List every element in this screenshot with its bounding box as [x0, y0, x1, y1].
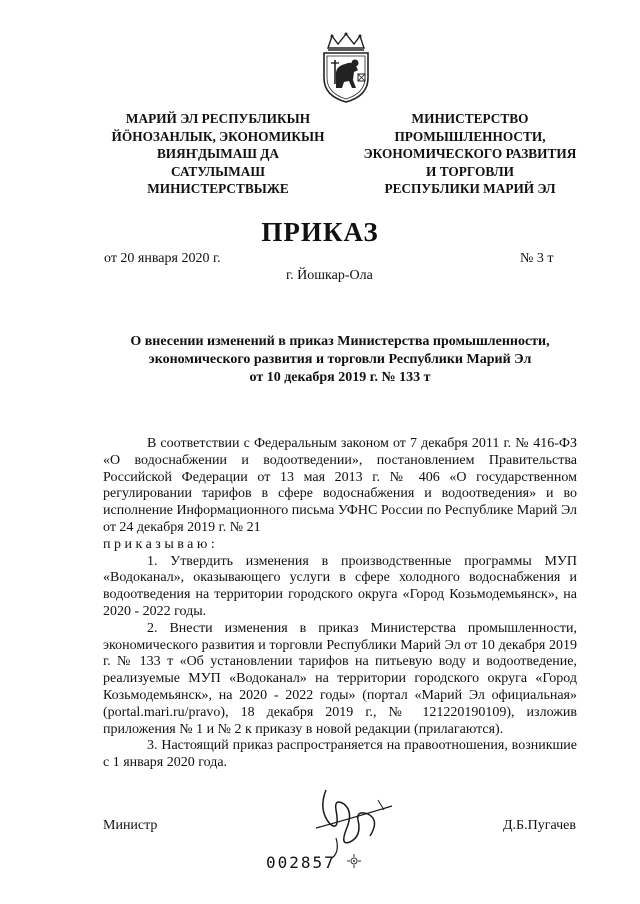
document-city: г. Йошкар-Ола: [286, 268, 373, 283]
header-left-line: ЙÖНОЗАНЛЫК, ЭКОНОМИКЫН: [111, 128, 325, 144]
ministry-name-russian: [355, 110, 585, 198]
header-right-line: И ТОРГОВЛИ: [426, 163, 514, 179]
document-subject: [100, 333, 580, 387]
header-right-line: ПРОМЫШЛЕННОСТИ,: [394, 128, 546, 144]
body-intro-paragraph: В соответствии с Федеральным законом от 7 декабря 2011 г. № 416-ФЗ «О водоснабжении и водоотведении», постановлением Правительства Российской Федерации от 13 мая 2013 г. № 406 «О государственном регулировании тарифов в сфере водоснабжения и водоотведения» и во исполнение Информационного письма УФНС России по Республике Марий Эл от 24 декабря 2019 г. № 21: [103, 436, 577, 535]
body-item-3: 3. Настоящий приказ распространяется на правоотношения, возникшие с 1 января 2020 года.: [103, 738, 577, 771]
signatory-name: Д.Б.Пугачев: [503, 818, 576, 833]
signatory-position: Министр: [103, 818, 158, 833]
document-number: № 3 т: [520, 251, 554, 266]
ministry-name-mari: [108, 110, 328, 198]
header-left-line: МАРИЙ ЭЛ РЕСПУБЛИКЫН: [125, 111, 311, 126]
order-word: приказываю:: [103, 536, 219, 552]
header-right-line: РЕСПУБЛИКИ МАРИЙ ЭЛ: [384, 181, 556, 196]
body-item-2: 2. Внести изменения в приказ Министерства промышленности, экономического развития и торговли Республики Марий Эл от 10 декабря 2019 г. № 133 т «Об установлении тарифов на питьевую воду и водоотведение, реализуемые МУП «Водоканал» на территории городского округа «Город Козьмодемьянск», на 2020 - 2022 годы» (портал «Марий Эл официальная» (portal.mari.ru/pravo), 18 декабря 2019 г., № 121220190109), изложив приложения № 1 и № 2 к приказу в новой редакции (прилагаются).: [103, 620, 577, 737]
document-date: от 20 января 2020 г.: [104, 251, 221, 266]
subject-line: от 10 декабря 2019 г. № 133 т: [249, 370, 431, 385]
header-right-line: ЭКОНОМИЧЕСКОГО РАЗВИТИЯ: [363, 146, 577, 161]
handwritten-signature: [296, 780, 406, 860]
subject-line: О внесении изменений в приказ Министерства промышленности,: [130, 334, 550, 349]
ornament-icon: [347, 854, 361, 868]
coat-of-arms-emblem: [320, 32, 372, 104]
document-type-title: ПРИКАЗ: [261, 217, 379, 247]
subject-line: экономического развития и торговли Республики Марий Эл: [148, 352, 532, 367]
document-body: [103, 436, 577, 772]
header-right-line: МИНИСТЕРСТВО: [411, 111, 529, 126]
header-left-line: ВИЯҤДЫМАШ ДА: [156, 146, 280, 161]
body-item-1: 1. Утвердить изменения в производственные программы МУП «Водоканал», оказывающего услуги в сфере холодного водоснабжения и водоотведения на территории городского округа «Город Козьмодемьянск», на 2020 - 2022 годы.: [103, 553, 577, 619]
serial-number: 002857: [266, 853, 336, 872]
header-left-line: МИНИСТЕРСТВЫЖЕ: [147, 181, 289, 196]
header-left-line: САТУЛЫМАШ: [171, 163, 265, 179]
